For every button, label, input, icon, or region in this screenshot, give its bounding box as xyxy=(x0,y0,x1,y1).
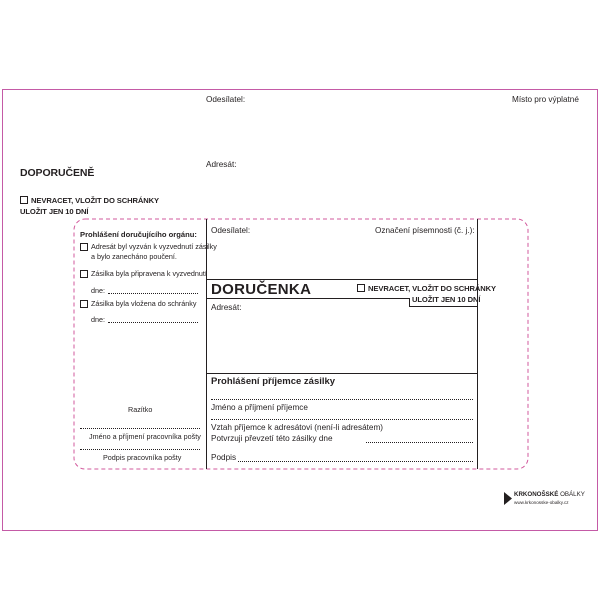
date2-field[interactable] xyxy=(108,322,198,323)
delivery-declaration-title: Prohlášení doručujícího orgánu: xyxy=(80,230,197,239)
recipient-declaration-title: Prohlášení příjemce zásilky xyxy=(211,376,336,387)
clerk-signature-field[interactable] xyxy=(80,449,200,450)
clerk-name-label: Jméno a příjmení pracovníka pošty xyxy=(89,432,201,441)
receipt-no-return-label: NEVRACET, VLOŽIT DO SCHRÁNKY xyxy=(368,284,496,293)
option-called-line1: Adresát byl vyzván k vyzvednutí zásilky xyxy=(91,242,217,251)
store-10-days-label: ULOŽIT JEN 10 DNÍ xyxy=(20,207,89,216)
option-prepared-checkbox[interactable] xyxy=(80,270,88,278)
relationship-label: Vztah příjemce k adresátovi (není-li adresátem) xyxy=(211,423,384,432)
recipient-name-label: Jméno a příjmení příjemce xyxy=(211,403,308,412)
receipt-no-return-checkbox[interactable] xyxy=(357,284,365,292)
postage-place-label: Místo pro výplatné xyxy=(512,95,579,104)
clerk-name-field[interactable] xyxy=(80,428,200,429)
date1-field[interactable] xyxy=(108,293,198,294)
title-bottom-rule xyxy=(206,298,409,299)
store-box-side xyxy=(409,298,410,306)
sender-label: Odesílatel: xyxy=(206,95,246,104)
date1-label: dne: xyxy=(91,286,105,295)
brand-url: www.krkonosske-obalky.cz xyxy=(514,500,569,505)
clerk-signature-label: Podpis pracovníka pošty xyxy=(103,453,182,462)
receipt-left-border xyxy=(206,219,207,469)
brand-name-bold: KRKONOŠSKÉ xyxy=(514,491,559,498)
reference-number-label: Označení písemnosti (č. j.): xyxy=(375,226,475,235)
date2-label: dne: xyxy=(91,315,105,324)
option-prepared-label: Zásilka byla připravena k vyzvednutí xyxy=(91,269,207,278)
option-mailbox-checkbox[interactable] xyxy=(80,300,88,308)
no-return-label: NEVRACET, VLOŽIT DO SCHRÁNKY xyxy=(31,196,159,205)
signature-label: Podpis xyxy=(211,453,237,462)
addressee-label: Adresát: xyxy=(206,160,237,169)
receipt-store-label: ULOŽIT JEN 10 DNÍ xyxy=(412,295,481,304)
recipient-declaration-divider xyxy=(211,399,473,400)
recipient-name-field[interactable] xyxy=(211,419,473,420)
option-mailbox-label: Zásilka byla vložena do schránky xyxy=(91,299,197,308)
receipt-sender-label: Odesílatel: xyxy=(211,226,251,235)
receipt-addressee-label: Adresát: xyxy=(211,303,242,312)
option-called-line2: a bylo zanecháno poučení. xyxy=(91,252,177,261)
option-called-checkbox[interactable] xyxy=(80,243,88,251)
title-top-rule xyxy=(206,279,477,280)
brand-logo-icon xyxy=(504,492,512,505)
receipt-title: DORUČENKA xyxy=(211,281,312,298)
confirm-date-field[interactable] xyxy=(366,442,473,443)
declaration-top-rule xyxy=(206,373,477,374)
stamp-label: Razítko xyxy=(128,405,153,414)
store-box-bottom xyxy=(409,306,477,307)
registered-label: DOPORUČENĚ xyxy=(20,167,95,179)
confirm-date-label: Potvrzuji převzetí této zásilky dne xyxy=(211,434,333,443)
receipt-right-border xyxy=(477,219,478,469)
brand-name xyxy=(514,492,585,498)
brand-name-light: OBÁLKY xyxy=(560,491,585,498)
signature-field[interactable] xyxy=(238,461,473,462)
